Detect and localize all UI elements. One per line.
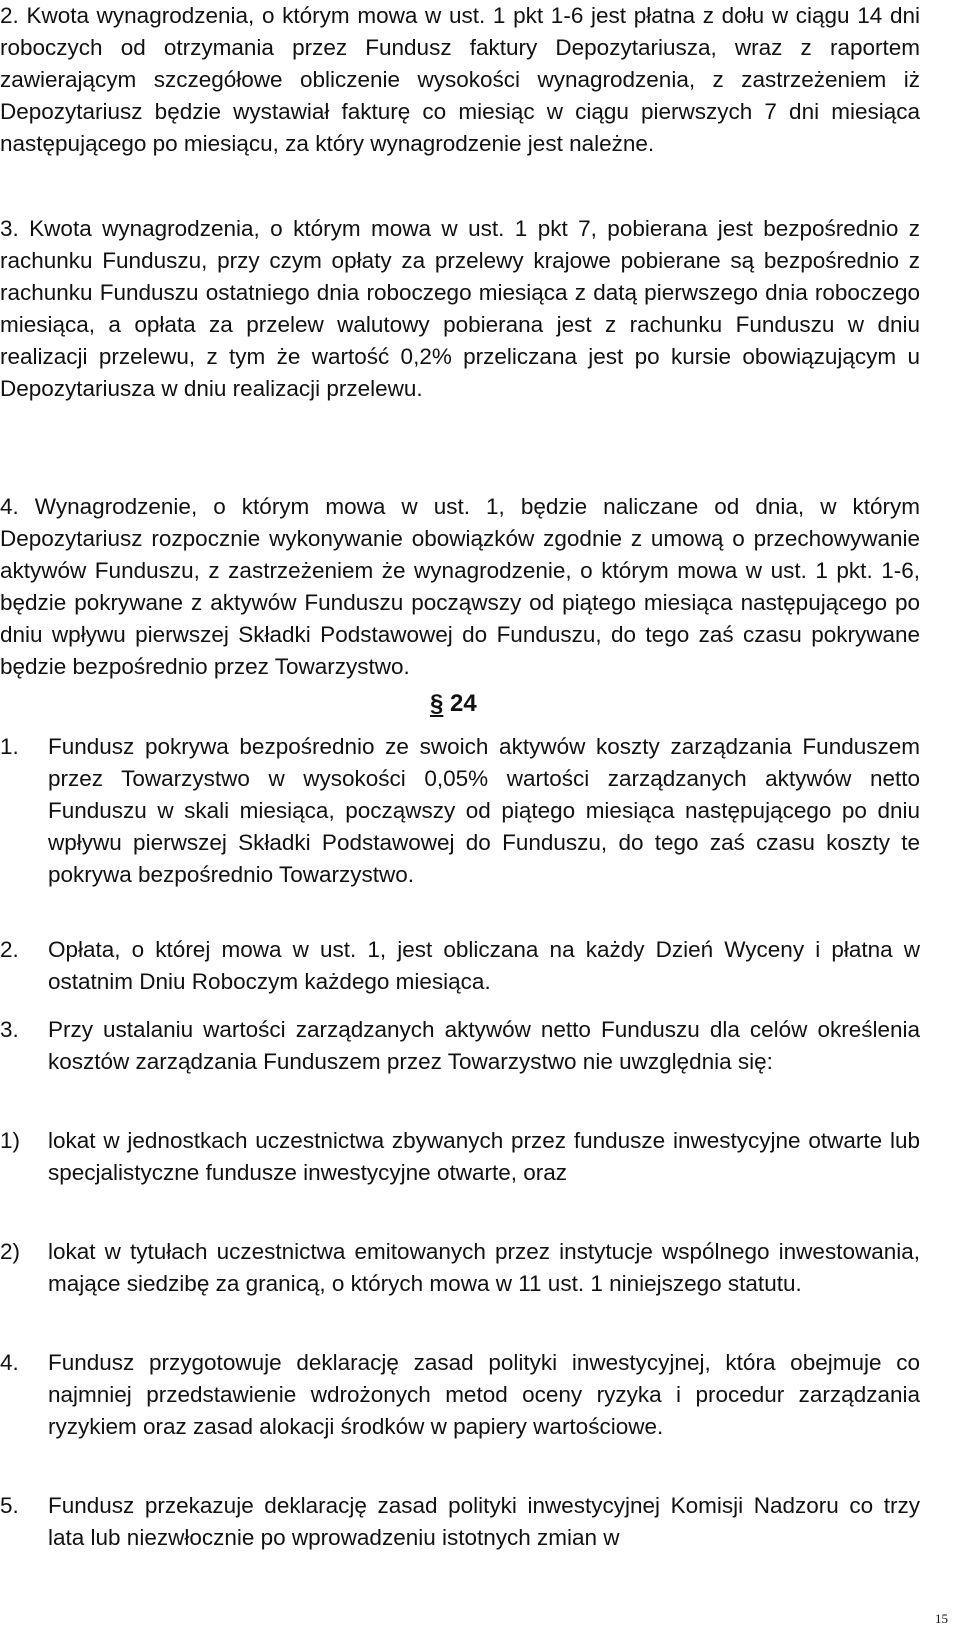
- list-item: [0, 1490, 920, 1554]
- section-number: 24: [450, 690, 477, 717]
- list-item-text: Opłata, o której mowa w ust. 1, jest obliczana na każdy Dzień Wyceny i płatna w ostatnim Dniu Roboczym każdego miesiąca.: [48, 937, 920, 994]
- list-item-text: Przy ustalaniu wartości zarządzanych aktywów netto Funduszu dla celów określenia kosztów zarządzania Funduszem przez Towarzystwo nie uwzględnia się:: [48, 1017, 920, 1074]
- list-item: [0, 1125, 920, 1189]
- list-item: [0, 1236, 920, 1300]
- list-item-text: lokat w tytułach uczestnictwa emitowanych przez instytucje wspólnego inwestowania, mające siedzibę za granicą, o których mowa w 11 ust. 1 niniejszego statutu.: [48, 1239, 920, 1296]
- list-item-text: Fundusz przekazuje deklarację zasad polityki inwestycyjnej Komisji Nadzoru co trzy lata lub niezwłocznie po wprowadzeniu istotnych zmian w: [48, 1493, 920, 1550]
- list-item-number: 5.: [0, 1493, 19, 1518]
- list-item: [0, 934, 920, 998]
- list-item-number: 1.: [0, 734, 19, 759]
- section-symbol: §: [430, 690, 444, 717]
- list-item: [0, 1014, 920, 1078]
- list-item-number: 3.: [0, 1017, 19, 1042]
- list-item: [0, 1347, 920, 1443]
- paragraph-3: 3. Kwota wynagrodzenia, o którym mowa w ust. 1 pkt 7, pobierana jest bezpośrednio z rachunku Funduszu, przy czym opłaty za przelewy krajowe pobierane są bezpośrednio z rachunku Funduszu ostatniego dnia roboczego miesiąca z datą pierwszego dnia roboczego miesiąca, a opłata za przelew walutowy pobierana jest z rachunku Funduszu w dniu realizacji przelewu, z tym że wartość 0,2% przeliczana jest po kursie obowiązującym u Depozytariusza w dniu realizacji przelewu.: [0, 216, 920, 401]
- list-item-text: Fundusz pokrywa bezpośrednio ze swoich aktywów koszty zarządzania Funduszem przez Towarzystwo w wysokości 0,05% wartości zarządzanych aktywów netto Funduszu w skali miesiąca, począwszy od piątego miesiąca następującego po dniu wpływu pierwszej Składki Podstawowej do Funduszu, do tego zaś czasu koszty te pokrywa bezpośrednio Towarzystwo.: [48, 734, 920, 887]
- section-heading: [430, 688, 477, 720]
- list-item-number: 2): [0, 1239, 21, 1264]
- list-item-text: Fundusz przygotowuje deklarację zasad polityki inwestycyjnej, która obejmuje co najmniej przedstawienie wdrożonych metod oceny ryzyka i procedur zarządzania ryzykiem oraz zasad alokacji środków w papiery wartościowe.: [48, 1350, 920, 1439]
- page-number: 15: [935, 1611, 948, 1626]
- list-item-number: 1): [0, 1128, 21, 1153]
- list-item-text: lokat w jednostkach uczestnictwa zbywanych przez fundusze inwestycyjne otwarte lub specjalistyczne fundusze inwestycyjne otwarte, oraz: [48, 1128, 920, 1185]
- list-item-number: 2.: [0, 937, 19, 962]
- list-item: [0, 731, 920, 891]
- paragraph-2: 2. Kwota wynagrodzenia, o którym mowa w ust. 1 pkt 1-6 jest płatna z dołu w ciągu 14 dni roboczych od otrzymania przez Fundusz faktury Depozytariusza, wraz z raportem zawierającym szczegółowe obliczenie wysokości wynagrodzenia, z zastrzeżeniem iż Depozytariusz będzie wystawiał fakturę co miesiąc w ciągu pierwszych 7 dni miesiąca następującego po miesiącu, za który wynagrodzenie jest należne.: [0, 3, 920, 156]
- list-item-number: 4.: [0, 1350, 19, 1375]
- paragraph-4: 4. Wynagrodzenie, o którym mowa w ust. 1, będzie naliczane od dnia, w którym Depozytariusz rozpocznie wykonywanie obowiązków zgodnie z umową o przechowywanie aktywów Funduszu, z zastrzeżeniem że wynagrodzenie, o którym mowa w ust. 1 pkt. 1-6, będzie pokrywane z aktywów Funduszu począwszy od piątego miesiąca następującego po dniu wpływu pierwszej Składki Podstawowej do Funduszu, do tego zaś czasu pokrywane będzie bezpośrednio przez Towarzystwo.: [0, 494, 920, 679]
